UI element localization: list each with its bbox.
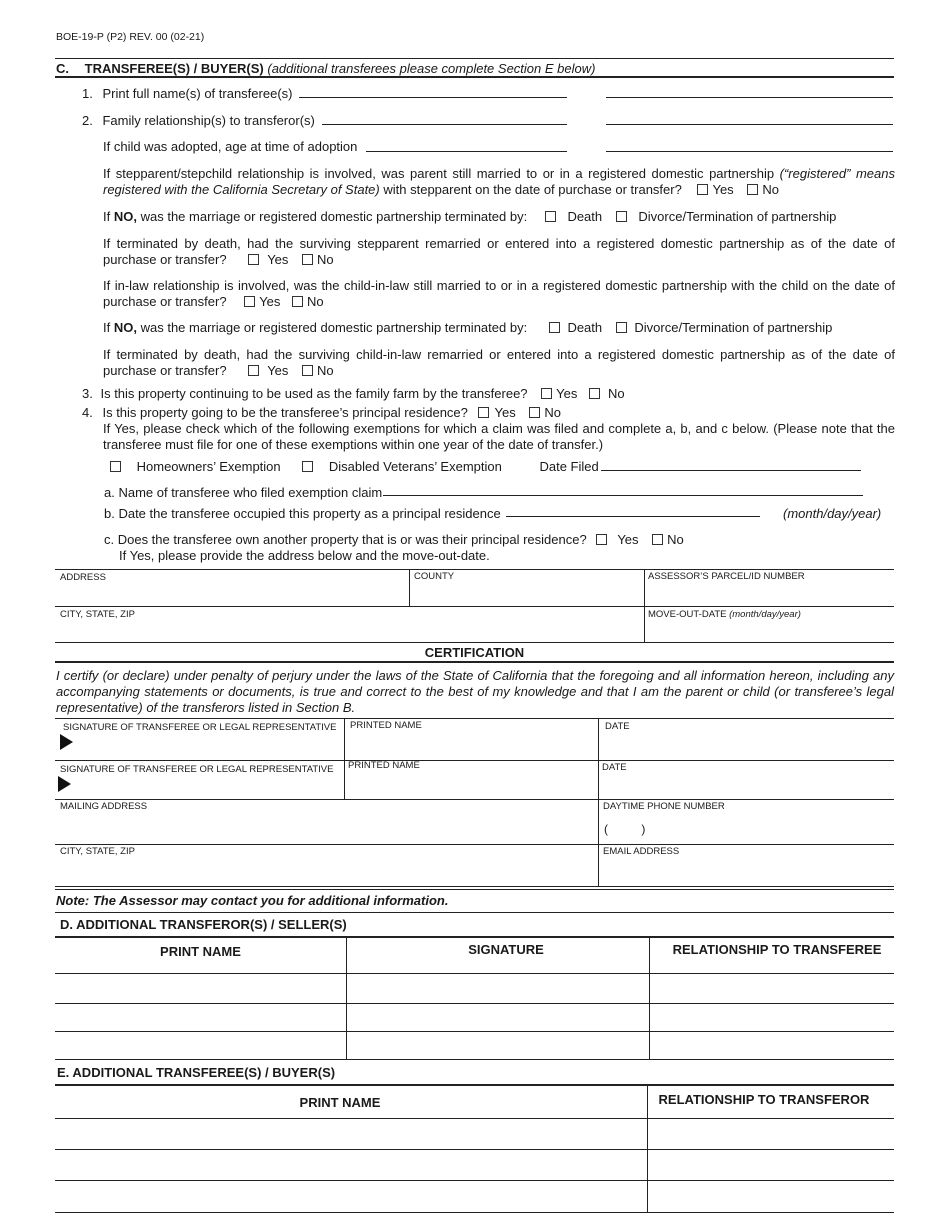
q4: 4. Is this property going to be the transferee’s principal residence? Yes No: [82, 405, 561, 420]
relationship-field-1[interactable]: [322, 124, 567, 125]
q2: 2. Family relationship(s) to transferor(s): [82, 113, 315, 128]
address-label: ADDRESS: [60, 572, 106, 583]
inlaw-remarried-no-checkbox[interactable]: [302, 365, 313, 376]
adoption-age-field-1[interactable]: [366, 151, 567, 152]
moveout-label: MOVE-OUT-DATE (month/day/year): [648, 609, 801, 620]
section-e-col-print-name: PRINT NAME: [299, 1095, 381, 1110]
q1: 1. Print full name(s) of transferee(s): [82, 86, 293, 101]
phone-label: DAYTIME PHONE NUMBER: [603, 801, 725, 812]
printed-name-2-label: PRINTED NAME: [348, 760, 420, 771]
step-death-checkbox[interactable]: [545, 211, 556, 222]
residence-yes-checkbox[interactable]: [478, 407, 489, 418]
city-state-zip-label: CITY, STATE, ZIP: [60, 846, 135, 857]
inlaw-question: If in-law relationship is involved, was the child-in-law still married to or in a registered domestic partnership with the child on the date of purchase or transfer? Yes No: [103, 278, 895, 309]
inlaw-divorce-checkbox[interactable]: [616, 322, 627, 333]
inlaw-if-no: If NO, was the marriage or registered domestic partnership terminated by: Death Divorce/Termination of partnership: [103, 320, 833, 335]
printed-name-1-label: PRINTED NAME: [350, 720, 422, 731]
section-d-col-relationship: RELATIONSHIP TO TRANSFEREE: [672, 942, 882, 957]
sig2-label: SIGNATURE OF TRANSFEREE OR LEGAL REPRESENTATIVE: [60, 764, 334, 775]
sig1-label: SIGNATURE OF TRANSFEREE OR LEGAL REPRESENTATIVE: [63, 722, 337, 733]
qc: c. Does the transferee own another property that is or was their principal residence? Yes No: [104, 532, 684, 547]
exemption-row: Homeowners’ Exemption Disabled Veterans’ Exemption Date Filed: [104, 459, 599, 474]
date-1-label: DATE: [605, 721, 630, 732]
adopted-question: If child was adopted, age at time of adoption: [103, 139, 358, 154]
residence-no-checkbox[interactable]: [529, 407, 540, 418]
inlaw-death-checkbox[interactable]: [549, 322, 560, 333]
homeowners-checkbox[interactable]: [110, 461, 121, 472]
section-d-col-signature: SIGNATURE: [468, 942, 544, 957]
phone-paren: ( ): [604, 822, 646, 836]
inlaw-no-checkbox[interactable]: [292, 296, 303, 307]
q3: 3. Is this property continuing to be used as the family farm by the transferee? Yes No: [82, 386, 625, 401]
stepparent-no-checkbox[interactable]: [747, 184, 758, 195]
certification-text: I certify (or declare) under penalty of perjury under the laws of the State of California that the foregoing and all information hereon, including any accompanying statements or documents, is true and correct to the best of my knowledge and that I am the parent or child (or transferee’s legal representative) of the transferors listed in Section B.: [56, 668, 894, 715]
form-id: BOE-19-P (P2) REV. 00 (02-21): [56, 31, 205, 43]
apn-label: ASSESSOR’S PARCEL/ID NUMBER: [648, 571, 805, 582]
step-divorce-checkbox[interactable]: [616, 211, 627, 222]
veterans-checkbox[interactable]: [302, 461, 313, 472]
transferee-name-field-2[interactable]: [606, 97, 893, 98]
inlaw-remarried-yes-checkbox[interactable]: [248, 365, 259, 376]
farm-no-checkbox[interactable]: [589, 388, 600, 399]
section-c-heading: C. TRANSFEREE(S) / BUYER(S) (additional transferees please complete Section E below): [56, 61, 596, 76]
relationship-field-2[interactable]: [606, 124, 893, 125]
inlaw-yes-checkbox[interactable]: [244, 296, 255, 307]
other-property-no-checkbox[interactable]: [652, 534, 663, 545]
section-d-title: D. ADDITIONAL TRANSFEROR(S) / SELLER(S): [60, 917, 347, 932]
section-e-col-relationship: RELATIONSHIP TO TRANSFEROR: [658, 1092, 870, 1107]
qb: b. Date the transferee occupied this property as a principal residence: [104, 506, 501, 521]
section-e-title: E. ADDITIONAL TRANSFEREE(S) / BUYER(S): [57, 1065, 336, 1080]
q4-note: If Yes, please check which of the following exemptions for which a claim was filed and complete a, b, and c below. (Please note that the transferee must file for one of these exemptions within one year of the date of transfer.): [103, 421, 895, 452]
stepparent-question: If stepparent/stepchild relationship is involved, was parent still married to or in a registered domestic partnership (“registered” means registered with the California Secretary of State) with stepparent on the date of purchase or transfer? Yes No: [103, 166, 895, 197]
section-d-col-print-name: PRINT NAME: [160, 944, 241, 959]
transferee-name-field-1[interactable]: [299, 97, 567, 98]
date-filed-field[interactable]: [601, 470, 861, 471]
exemption-name-field[interactable]: [383, 495, 863, 496]
date-2-label: DATE: [602, 762, 627, 773]
occupied-date-field[interactable]: [506, 516, 760, 517]
step-remarried-yes-checkbox[interactable]: [248, 254, 259, 265]
county-label: COUNTY: [414, 571, 455, 582]
sign-here-arrow-icon: [60, 734, 73, 750]
inlaw-terminated-death: If terminated by death, had the surviving child-in-law remarried or entered into a registered domestic partnership as of the date of purchase or transfer? Yes No: [103, 347, 895, 378]
step-terminated-death: If terminated by death, had the surviving stepparent remarried or entered into a registered domestic partnership as of the date of purchase or transfer? Yes No: [103, 236, 895, 267]
assessor-note: Note: The Assessor may contact you for additional information.: [56, 893, 449, 908]
certification-title: CERTIFICATION: [424, 645, 525, 660]
qb-format: (month/day/year): [783, 506, 882, 521]
qa: a. Name of transferee who filed exemption claim: [104, 485, 383, 500]
adoption-age-field-2[interactable]: [606, 151, 893, 152]
stepparent-if-no: If NO, was the marriage or registered domestic partnership terminated by: Death Divorce/Termination of partnership: [103, 209, 837, 224]
sign-here-arrow-icon-2: [58, 776, 71, 792]
mailing-address-label: MAILING ADDRESS: [60, 801, 148, 812]
qc-note: If Yes, please provide the address below and the move-out-date.: [119, 548, 490, 563]
city-label: CITY, STATE, ZIP: [60, 609, 135, 620]
email-label: EMAIL ADDRESS: [603, 846, 680, 857]
farm-yes-checkbox[interactable]: [541, 388, 552, 399]
stepparent-yes-checkbox[interactable]: [697, 184, 708, 195]
other-property-yes-checkbox[interactable]: [596, 534, 607, 545]
step-remarried-no-checkbox[interactable]: [302, 254, 313, 265]
